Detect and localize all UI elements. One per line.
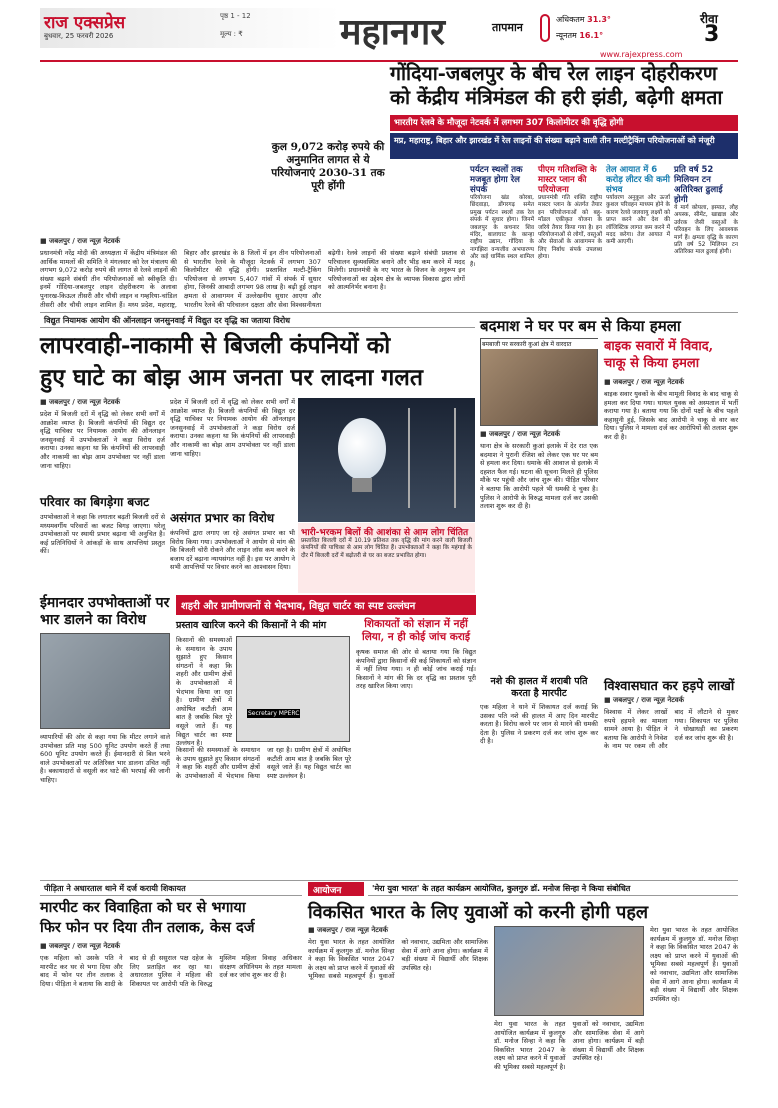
power-headline: लापरवाही-नाकामी से बिजली कंपनियों को हुए घाटे का बोझ आम जनता पर लादना गलत bbox=[40, 332, 423, 391]
edition-price: मूल्य : ₹ bbox=[220, 30, 243, 38]
dowry-body: ■ जबलपुर / राज न्यूज़ नेटवर्क एक महिला को उसके पति ने मारपीट कर घर से भगा दिया और बाद में फोन पर तीन तलाक दे दिया। पीड़िता ने बताया कि शादी के बाद से ही ससुराल पक्ष दहेज के लिए प्रताड़ित कर रहा था। अधारताल पुलिस ने महिला की शिकायत पर आरोपी पति के विरुद्ध मुस्लिम महिला विवाह अधिकार संरक्षण अधिनियम के तहत मामला दर्ज कर जांच शुरू कर दी है। bbox=[40, 942, 302, 988]
youth-body-right: मेरा युवा भारत के तहत आयोजित कार्यक्रम में कुलगुरु डॉ. मनोज सिन्हा ने कहा कि विकसित भारत 2047 के लक्ष्य को प्राप्त करने में युवाओं की भूमिका सबसे महत्वपूर्ण है। युवाओं को नवाचार, उद्यमिता और सामाजिक सेवा में आगे आना होगा। कार्यक्रम में बड़ी संख्या में विद्यार्थी और शिक्षक उपस्थित रहे। bbox=[650, 926, 738, 1003]
power-graphic-box: भारी-भरकम बिलों की आशंका से आम लोग चिंतित प्रस्तावित बिजली दरों में 10.19 प्रतिशत तक वृद्धि की मांग करने वाली बिजली कंपनियों की याचिका से आम लोग चिंतित हैं। उपभोक्ताओं ने कहा कि महंगाई के दौर में बिजली दरों में बढ़ोतरी से घर का बजट प्रभावित होगा। bbox=[298, 523, 475, 593]
power-sub-budget: परिवार का बिगड़ेगा बजट bbox=[40, 495, 150, 509]
masthead-left bbox=[40, 8, 340, 48]
lead-subhead-2: मप्र, महाराष्ट्र, बिहार और झारखंड में रेल लाइनों की संख्या बढ़ाने वाली तीन मल्टीट्रैकिंग परियोजनाओं को मंजूरी bbox=[390, 133, 738, 159]
youth-kicker: 'मेरा युवा भारत' के तहत कार्यक्रम आयोजित, कुलगुरु डॉ. मनोज सिन्हा ने किया संबोधित bbox=[368, 882, 738, 896]
fraud-headline: विश्वासघात कर हड़पे लाखों bbox=[604, 679, 735, 694]
issue-date: बुधवार, 25 फरवरी 2026 bbox=[44, 32, 114, 40]
city-name: रीवा bbox=[700, 12, 718, 26]
bike-body: ■ जबलपुर / राज न्यूज़ नेटवर्क बाइक सवार युवकों के बीच मामूली विवाद के बाद चाकू से हमला कर दिया गया। घायल युवक को अस्पताल में भर्ती कराया गया है। बताया गया कि दोनों पक्षों के बीच पहले कहासुनी हुई, जिसके बाद आरोपी ने चाकू से वार कर दिया। पुलिस ने मामला दर्ज कर आरोपियों की तलाश शुरू कर दी है। bbox=[604, 378, 738, 441]
edition-pages: पृष्ठ 1 - 12 bbox=[220, 12, 251, 20]
power-honest-section: ईमानदार उपभोक्ताओं पर भार डालने का विरोध व्यापारियों की ओर से कहा गया कि मीटर लगाने वाले उपभोक्ता प्रति माह 500 यूनिट उपयोग करते हैं तथा 600 यूनिट उपयोग करते हैं। ईमानदारी से बिल भरने वाले उपभोक्ताओं पर अतिरिक्त भार डालना उचित नहीं है। बकायादारों से वसूली कर घाटे की भरपाई की जानी चाहिए। bbox=[40, 595, 170, 784]
bomb-headline: बदमाश ने घर पर बम से किया हमला bbox=[480, 317, 681, 335]
youth-body-left: ■ जबलपुर / राज न्यूज़ नेटवर्क मेरा युवा भारत के तहत आयोजित कार्यक्रम में कुलगुरु डॉ. मनोज सिन्हा ने कहा कि विकसित भारत 2047 के लक्ष्य को प्राप्त करने में युवाओं की भूमिका सबसे महत्वपूर्ण है। युवाओं को नवाचार, उद्यमिता और सामाजिक सेवा में आगे आना होगा। कार्यक्रम में बड़ी संख्या में विद्यार्थी और शिक्षक उपस्थित रहे। bbox=[308, 926, 488, 981]
locomotive-shape bbox=[177, 94, 273, 214]
power-complaints: शिकायतों को संज्ञान में नहीं लिया, न ही कोई जांच कराई कृषक समाज की ओर से बताया गया कि विद्युत कंपनियों द्वारा किसानों की कई शिकायतों को संज्ञान में नहीं लिया गया। न ही कोई जांच कराई गई। किसानों ने मांग की कि दर वृद्धि का प्रस्ताव पूरी तरह खारिज किया जाए। bbox=[356, 618, 476, 691]
power-sub-honest: ईमानदार उपभोक्ताओं पर भार डालने का विरोध bbox=[40, 595, 170, 628]
dowry-headline: मारपीट कर विवाहिता को घर से भगाया फिर फोन पर दिया तीन तलाक, केस दर्ज bbox=[40, 899, 255, 936]
brand-logo: राज एक्सप्रेस bbox=[44, 13, 126, 33]
thermometer-icon bbox=[540, 14, 550, 42]
box-tourism: पर्यटन स्थलों तक मजबूत होगा रेल संपर्क परियोजना खंड कोरबा, छिंदवाड़ा, डोंगरगढ़ समेत प्रमुख पर्यटन स्थलों तक रेल संपर्क में सुधार होगा। जिनमें जबलपुर के कचनार शिव मंदिर, बालाघाट के कान्हा राष्ट्रीय उद्यान, गोंदिया के नागझिरा वन्यजीव अभयारण्य और कई धार्मिक स्थल शामिल हैं। bbox=[470, 165, 534, 268]
consumer-photo bbox=[40, 633, 170, 729]
bulb-icon bbox=[338, 418, 386, 480]
temp-max: अधिकतम 31.3° bbox=[556, 15, 611, 24]
bomb-photo: बमबाजी पर सरकारी कुआं क्षेत्र में वारदात bbox=[480, 338, 598, 426]
bike-headline: बाइक सवारों में विवाद, चाकू से किया हमला bbox=[604, 339, 714, 371]
lead-body-text: प्रधानमंत्री नरेंद्र मोदी की अध्यक्षता में केंद्रीय मंत्रिमंडल की आर्थिक मामलों की समिति ने मंगलवार को रेल मंत्रालय की लगभग 9,072 करोड़ रुपये की लागत से रेलवे लाइनों की संख्या बढ़ाने संबंधी तीन परियोजनाओं को स्वीकृति दी। इनमें गोंदिया-जबलपुर लाइन दोहरीकरण के अलावा पुनारख-किऊल तीसरी और चौथी लाइन व गम्हरिया-चांडिल तीसरी और चौथी लाइन शामिल हैं। मध्य प्रदेश, महाराष्ट्र, बिहार और झारखंड के 8 जिलों में इन तीन परियोजनाओं से भारतीय रेलवे के मौजूदा नेटवर्क में लगभग 307 किलोमीटर की वृद्धि होगी। प्रस्तावित मल्टी-ट्रैकिंग परियोजना से लगभग 5,407 गांवों में संपर्क में सुधार होगा, जिनकी आबादी लगभग 98 लाख है। बढ़ी हुई लाइन क्षमता से आवागमन में उल्लेखनीय सुधार आएगा और भारतीय रेलवे की परिचालन दक्षता और सेवा विश्वसनीयता बढ़ेगी। रेलवे लाइनों की संख्या बढ़ाने संबंधी प्रस्ताव से परिचालन सुव्यवस्थित बनाने और भीड़ कम करने में मदद मिलेगी। प्रधानमंत्री के नए भारत के विजन के अनुरूप इन परियोजनाओं का उद्देश्य क्षेत्र के व्यापक विकास द्वारा लोगों को आत्मनिर्भर बनाना है। bbox=[40, 249, 465, 309]
power-col1: ■ जबलपुर / राज न्यूज़ नेटवर्क प्रदेश में बिजली दरों में वृद्धि को लेकर सभी वर्गों में आक्रोश व्याप्त है। बिजली कंपनियों की विद्युत दर वृद्धि याचिका पर नियामक आयोग की ऑनलाइन जनसुनवाई में उपभोक्ताओं ने कड़ा विरोध दर्ज कराया। उनका कहना था कि कंपनियों की लापरवाही और नाकामी का बोझ आम उपभोक्ता पर नहीं डाला जाना चाहिए। परिवार का बिगड़ेगा बजट उपभोक्ताओं ने कहा कि लगातार बढ़ती बिजली दरों से मध्यमवर्गीय परिवारों का बजट बिगड़ जाएगा। घरेलू उपभोक्ताओं पर स्थायी प्रभार बढ़ाना भी अनुचित है। कई प्रतिनिधियों ने आंकड़ों के साथ आपत्तियां प्रस्तुत कीं। bbox=[40, 398, 166, 556]
power-farmers: प्रस्ताव खारिज करने की किसानों ने की मांग Secretary MPERC किसानों की समस्याओं के समाधान के उपाय सुझाते हुए किसान संगठनों ने कहा कि शहरी और ग्रामीण क्षेत्रों के उपभोक्ताओं में भेदभाव किया जा रहा है। ग्रामीण क्षेत्रों में अघोषित कटौती आम बात है जबकि बिल पूरे वसूले जाते हैं। यह विद्युत चार्टर का स्पष्ट उल्लंघन है। किसानों की समस्याओं के समाधान के उपाय सुझाते हुए किसान संगठनों ने कहा कि शहरी और ग्रामीण क्षेत्रों के उपभोक्ताओं में भेदभाव किया जा रहा है। ग्रामीण क्षेत्रों में अघोषित कटौती आम बात है जबकि बिल पूरे वसूले जाते हैं। यह विद्युत चार्टर का स्पष्ट उल्लंघन है। bbox=[176, 620, 351, 780]
fraud-body: ■ जबलपुर / राज न्यूज़ नेटवर्क विश्वास में लेकर लाखों रुपये हड़पने का मामला सामने आया है। पीड़ित ने बताया कि आरोपी ने निवेश के नाम पर रकम ली और बाद में लौटाने से मुकर गया। शिकायत पर पुलिस ने धोखाधड़ी का प्रकरण दर्ज कर जांच शुरू की है। bbox=[604, 696, 738, 751]
youth-tag: आयोजन bbox=[308, 882, 364, 896]
website-link[interactable]: www.rajexpress.com bbox=[600, 50, 683, 59]
lead-body bbox=[40, 237, 465, 309]
hearing-screen-photo: Secretary MPERC bbox=[236, 636, 350, 742]
power-bar-title: शहरी और ग्रामीणजनों से भेदभाव, विद्युत चार्टर का स्पष्ट उल्लंघन bbox=[176, 595, 476, 615]
youth-body-middle: मेरा युवा भारत के तहत आयोजित कार्यक्रम में कुलगुरु डॉ. मनोज सिन्हा ने कहा कि विकसित भारत 2047 के लक्ष्य को प्राप्त करने में युवाओं की भूमिका सबसे महत्वपूर्ण है। युवाओं को नवाचार, उद्यमिता और सामाजिक सेवा में आगे आना होगा। कार्यक्रम में बड़ी संख्या में विद्यार्थी और शिक्षक उपस्थित रहे। bbox=[494, 1020, 644, 1071]
masthead bbox=[40, 8, 738, 53]
power-sub-charge: असंगत प्रभार का विरोध bbox=[170, 511, 275, 525]
bomb-body: ■ जबलपुर / राज न्यूज़ नेटवर्क थाना क्षेत्र के सरकारी कुआं इलाके में देर रात एक बदमाश ने पुरानी रंजिश को लेकर एक घर पर बम से हमला कर दिया। धमाके की आवाज से इलाके में दहशत फैल गई। घटना की सूचना मिलते ही पुलिस मौके पर पहुंची और जांच शुरू की। पीड़ित परिवार ने बताया कि आरोपी पहले भी धमकी दे चुका है। पुलिस ने आरोपी के विरुद्ध मामला दर्ज कर उसकी तलाश शुरू कर दी है। bbox=[480, 430, 598, 511]
box-gatishakti: पीएम गतिशक्ति के मास्टर प्लान की परियोजना प्रधानमंत्री गति शक्ति राष्ट्रीय मास्टर प्लान के अंतर्गत तैयार इन परियोजनाओं को बहु-मॉडल एकीकृत योजना के जरिये तैयार किया गया है। इन परियोजनाओं से लोगों, वस्तुओं और सेवाओं के आवागमन के लिए निर्बाध संपर्क उपलब्ध होगा। bbox=[538, 165, 602, 261]
lead-photo-caption: कुल 9,072 करोड़ रुपये की अनुमानित लागत से ये परियोजनाएं 2030-31 तक पूरी होंगी bbox=[268, 138, 388, 196]
box-freight: प्रति वर्ष 52 मिलियन टन अतिरिक्त ढुलाई होगी ये मार्ग कोयला, इस्पात, लौह अयस्क, सीमेंट, खाद्यान्न और उर्वरक जैसी वस्तुओं के परिवहन के लिए आवश्यक मार्ग हैं। क्षमता वृद्धि के कारण प्रति वर्ष 52 मिलियन टन अतिरिक्त माल ढुलाई होगी। bbox=[674, 165, 738, 256]
section-title: महानगर bbox=[340, 11, 445, 53]
power-graphic bbox=[298, 398, 475, 522]
lead-boxes bbox=[470, 165, 738, 308]
power-tower-icon bbox=[408, 408, 456, 508]
power-kicker: विद्युत नियामक आयोग की ऑनलाइन जनसुनवाई में विद्युत दर वृद्धि का जताया विरोध bbox=[40, 314, 475, 328]
youth-headline: विकसित भारत के लिए युवाओं को करनी होगी पहल bbox=[308, 902, 649, 923]
bomb-drunk: नशे की हालत में शराबी पति करता है मारपीट एक महिला ने थाने में शिकायत दर्ज कराई कि उसका पति नशे की हालत में आए दिन मारपीट करता है। विरोध करने पर जान से मारने की धमकी देता है। पुलिस ने प्रकरण दर्ज कर जांच शुरू कर दी है। bbox=[480, 676, 598, 746]
lead-byline: ■ जबलपुर / राज न्यूज़ नेटवर्क bbox=[40, 237, 121, 245]
lead-headline: गोंदिया-जबलपुर के बीच रेल लाइन दोहरीकरण को केंद्रीय मंत्रिमंडल की हरी झंडी, बढ़ेगी क्षमता bbox=[390, 62, 723, 109]
lead-subhead-1: भारतीय रेलवे के मौजूदा नेटवर्क में लगभग 307 किलोमीटर की वृद्धि होगी bbox=[390, 115, 738, 131]
power-col2: प्रदेश में बिजली दरों में वृद्धि को लेकर सभी वर्गों में आक्रोश व्याप्त है। बिजली कंपनियों की विद्युत दर वृद्धि याचिका पर नियामक आयोग की ऑनलाइन जनसुनवाई में उपभोक्ताओं ने कड़ा विरोध दर्ज कराया। उनका कहना था कि कंपनियों की लापरवाही और नाकामी का बोझ आम उपभोक्ता पर नहीं डाला जाना चाहिए। असंगत प्रभार का विरोध कंपनियों द्वारा लगाए जा रहे असंगत प्रभार का भी विरोध किया गया। उपभोक्ताओं ने आयोग से मांग की कि बिजली चोरी रोकने और लाइन लॉस कम करने के बजाय दरें बढ़ाना न्यायसंगत नहीं है। इस पर आयोग ने सभी आपत्तियों पर विचार करने का आश्वासन दिया। bbox=[170, 398, 295, 572]
box-oil-import: तेल आयात में 6 करोड़ लीटर की कमी संभव पर्यावरण अनुकूल और ऊर्जा कुशल परिवहन माध्यम होने के कारण रेलवे जलवायु लक्ष्यों को प्राप्त करने और देश की लॉजिस्टिक लागत कम करने में मदद करेगा। तेल आयात में कमी आएगी। bbox=[606, 165, 670, 246]
temp-min: न्यूनतम 16.1° bbox=[556, 31, 604, 40]
dowry-kicker: पीड़िता ने अधारताल थाने में दर्ज करायी शिकायत bbox=[40, 882, 302, 896]
page-number: 3 bbox=[704, 22, 720, 47]
weather-label: तापमान bbox=[492, 21, 523, 34]
youth-photo bbox=[494, 926, 644, 1016]
